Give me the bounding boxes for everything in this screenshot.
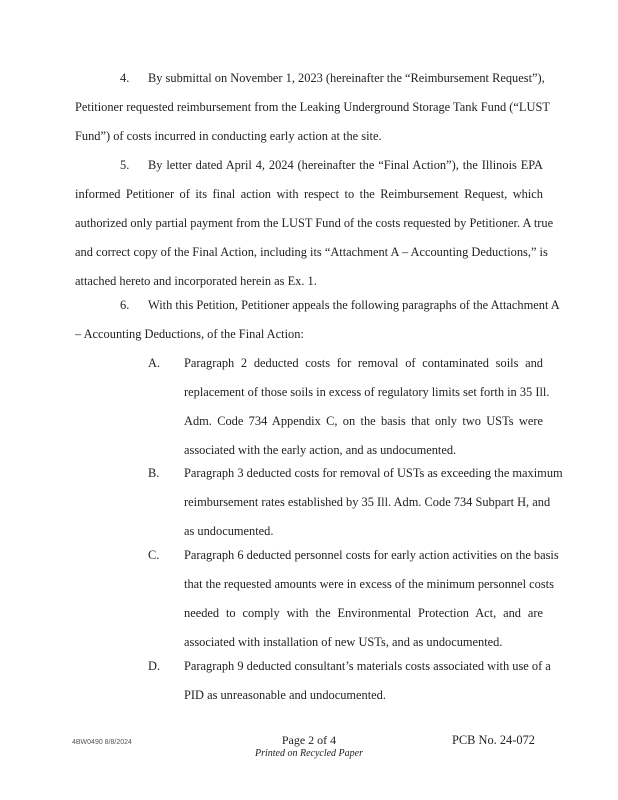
- item-b-letter: B.: [148, 466, 160, 480]
- recycled-paper-note: Printed on Recycled Paper: [254, 748, 363, 759]
- item-a-letter: A.: [148, 356, 161, 370]
- paragraph-5-line-1: By letter dated April 4, 2024 (hereinafter the “Final Action”), the Illinois EPA: [148, 158, 543, 172]
- item-c-line-3: needed to comply with the Environmental Protection Act, and are: [184, 606, 543, 620]
- paragraph-5-line-5: attached hereto and incorporated herein as Ex. 1.: [75, 274, 317, 288]
- item-a-line-2: replacement of those soils in excess of regulatory limits set forth in 35 Ill.: [184, 385, 550, 399]
- paragraph-4-line-3: Fund”) of costs incurred in conducting early action at the site.: [75, 129, 382, 143]
- item-b-line-1: Paragraph 3 deducted costs for removal of USTs as exceeding the maximum: [184, 466, 563, 480]
- paragraph-5-line-3: authorized only partial payment from the LUST Fund of the costs requested by Petitioner. A true: [75, 216, 554, 230]
- item-c-line-2: that the requested amounts were in excess of the minimum personnel costs: [184, 577, 554, 591]
- page-number: Page 2 of 4: [281, 733, 337, 747]
- item-a-line-3: Adm. Code 734 Appendix C, on the basis that only two USTs were: [184, 414, 543, 428]
- paragraph-4-line-2: Petitioner requested reimbursement from the Leaking Underground Storage Tank Fund (“LUST: [75, 100, 550, 114]
- paragraph-6-line-1: With this Petition, Petitioner appeals the following paragraphs of the Attachment A: [148, 298, 560, 312]
- item-d-line-2: PID as unreasonable and undocumented.: [184, 688, 386, 702]
- paragraph-5-line-4: and correct copy of the Final Action, including its “Attachment A – Accounting Deductions,” is: [75, 245, 548, 259]
- item-d-letter: D.: [148, 659, 161, 673]
- item-b-line-2: reimbursement rates established by 35 Ill. Adm. Code 734 Subpart H, and: [184, 495, 551, 509]
- item-c-line-1: Paragraph 6 deducted personnel costs for early action activities on the basis: [184, 548, 559, 562]
- paragraph-4-number: 4.: [120, 71, 130, 85]
- item-b-line-3: as undocumented.: [184, 524, 274, 538]
- item-c-line-4: associated with installation of new USTs, and as undocumented.: [184, 635, 503, 649]
- footer-center: [209, 733, 409, 761]
- paragraph-4-line-1: By submittal on November 1, 2023 (hereinafter the “Reimbursement Request”),: [148, 71, 545, 85]
- item-a-line-1: Paragraph 2 deducted costs for removal of contaminated soils and: [184, 356, 543, 370]
- paragraph-6-number: 6.: [120, 298, 130, 312]
- paragraph-6-line-2: – Accounting Deductions, of the Final Action:: [75, 327, 304, 341]
- footer-doc-code: 4BW0490 8/8/2024: [72, 739, 132, 746]
- case-number: PCB No. 24-072: [452, 733, 535, 747]
- paragraph-5-line-2: informed Petitioner of its final action with respect to the Reimbursement Request, which: [75, 187, 543, 201]
- item-a-line-4: associated with the early action, and as undocumented.: [184, 443, 457, 457]
- item-c-letter: C.: [148, 548, 160, 562]
- item-d-line-1: Paragraph 9 deducted consultant’s materials costs associated with use of a: [184, 659, 551, 673]
- paragraph-5-number: 5.: [120, 158, 130, 172]
